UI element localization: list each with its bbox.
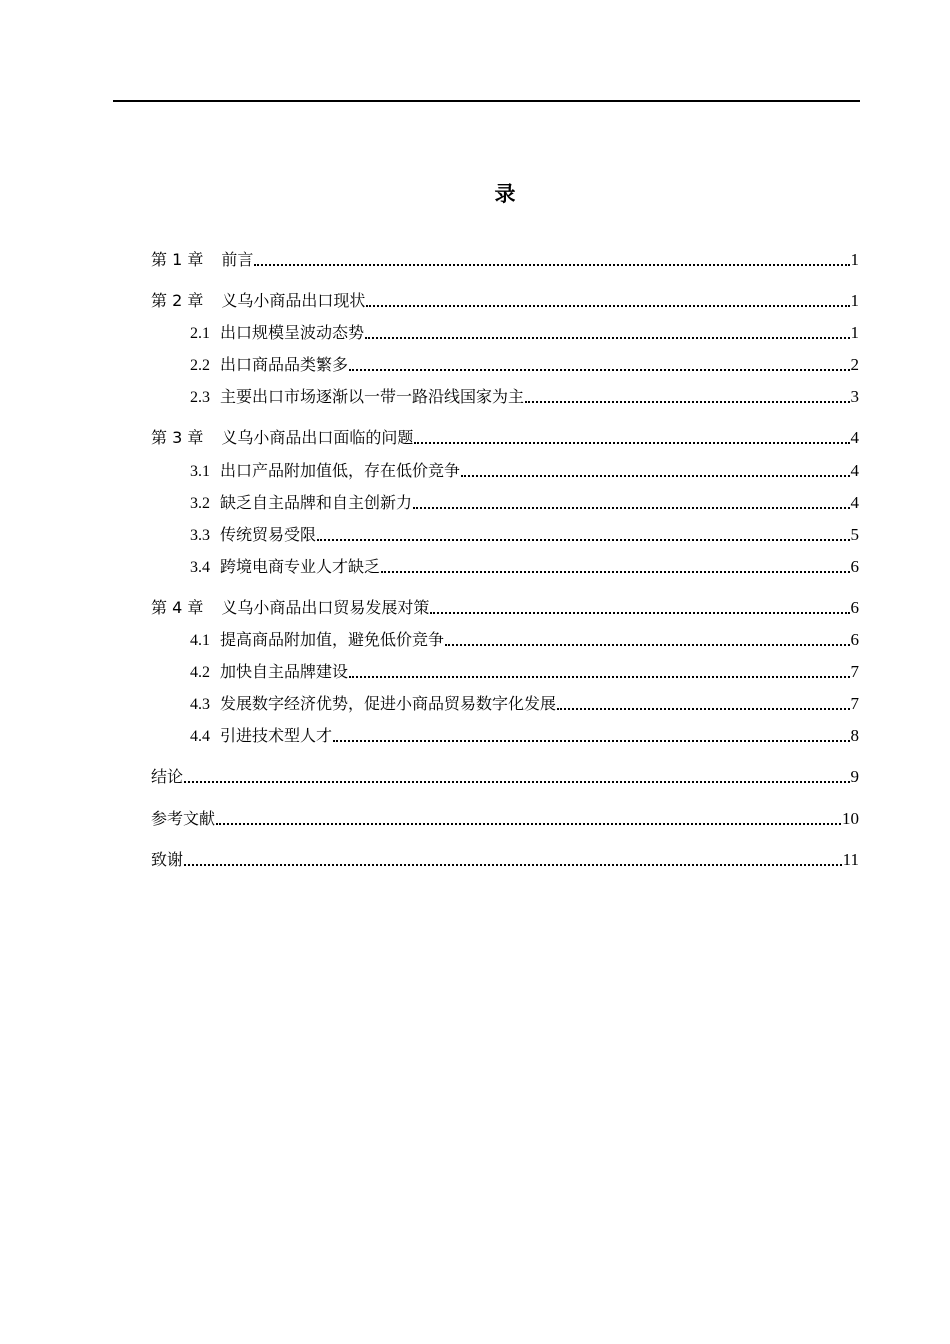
toc-entry-conclusion[interactable]	[151, 766, 859, 788]
toc-entry-page: 5	[850, 525, 859, 544]
toc-entry-page: 9	[850, 767, 859, 786]
toc-entry-label: 3.4	[190, 559, 210, 576]
dot-leader	[317, 524, 849, 546]
dot-leader	[414, 427, 849, 449]
toc-entry-title: 义乌小商品出口面临的问题	[221, 428, 414, 447]
toc-entry-page: 1	[850, 291, 859, 310]
toc-entry-page: 2	[850, 355, 859, 374]
toc-title: 录	[494, 182, 516, 206]
toc-entry-label: 第 4 章	[151, 598, 204, 617]
dot-leader	[525, 386, 849, 408]
toc-entry-page: 1	[850, 250, 859, 269]
toc-entry-page: 4	[850, 461, 859, 480]
toc-entry-page: 3	[850, 387, 859, 406]
toc-entry-page: 10	[842, 809, 859, 828]
toc-entry-section-2-3[interactable]	[190, 386, 859, 408]
toc-entry-title: 引进技术型人才	[220, 726, 333, 745]
dot-leader	[254, 249, 849, 271]
toc-entry-title: 参考文献	[151, 809, 216, 828]
toc-entry-page: 4	[850, 493, 859, 512]
toc-entry-section-3-1[interactable]	[190, 460, 859, 482]
dot-leader	[216, 808, 841, 830]
toc-entry-section-4-2[interactable]	[190, 661, 859, 683]
toc-entry-label: 第 2 章	[151, 291, 204, 310]
header-rule	[113, 100, 860, 102]
toc-entry-section-2-2[interactable]	[190, 354, 859, 376]
toc-entry-title: 出口商品品类繁多	[220, 355, 349, 374]
dot-leader	[413, 492, 849, 514]
toc-entry-title: 提高商品附加值，避免低价竞争	[220, 630, 445, 649]
dot-leader	[333, 725, 849, 747]
dot-leader	[366, 290, 849, 312]
toc-entry-chapter-3[interactable]	[151, 427, 859, 449]
toc-entry-label: 3.3	[190, 527, 210, 544]
toc-entry-label: 3.2	[190, 495, 210, 512]
toc-entry-title: 跨境电商专业人才缺乏	[220, 557, 381, 576]
toc-entry-label: 3.1	[190, 463, 210, 480]
toc-entry-section-3-3[interactable]	[190, 524, 859, 546]
dot-leader	[349, 354, 849, 376]
dot-leader	[430, 597, 849, 619]
toc-entry-page: 11	[842, 850, 859, 869]
toc-entry-references[interactable]	[151, 808, 859, 830]
toc-entry-section-4-4[interactable]	[190, 725, 859, 747]
toc-entry-title: 结论	[151, 767, 184, 786]
toc-entry-label: 4.3	[190, 696, 210, 713]
toc-entry-page: 4	[850, 428, 859, 447]
toc-entry-page: 1	[850, 323, 859, 342]
toc-entry-label: 4.2	[190, 664, 210, 681]
toc-entry-label: 2.3	[190, 389, 210, 406]
toc-entry-chapter-4[interactable]	[151, 597, 859, 619]
toc-entry-title: 加快自主品牌建设	[220, 662, 349, 681]
toc-entry-title: 出口规模呈波动态势	[220, 323, 365, 342]
toc-entry-page: 7	[850, 662, 859, 681]
toc-entry-title: 缺乏自主品牌和自主创新力	[220, 493, 413, 512]
toc-entry-page: 8	[850, 726, 859, 745]
toc-entry-title: 义乌小商品出口现状	[221, 291, 366, 310]
toc-entry-chapter-2[interactable]	[151, 290, 859, 312]
toc-entry-title: 发展数字经济优势，促进小商品贸易数字化发展	[220, 694, 557, 713]
toc-entry-label: 2.2	[190, 357, 210, 374]
toc-entry-label: 第 1 章	[151, 250, 204, 269]
dot-leader	[557, 693, 849, 715]
toc-entry-title: 义乌小商品出口贸易发展对策	[221, 598, 430, 617]
dot-leader	[365, 322, 849, 344]
toc-entry-page: 6	[850, 557, 859, 576]
toc-entry-section-3-4[interactable]	[190, 556, 859, 578]
toc-entry-title: 传统贸易受限	[220, 525, 317, 544]
toc-entry-section-3-2[interactable]	[190, 492, 859, 514]
toc-entry-page: 6	[850, 598, 859, 617]
toc-entry-section-2-1[interactable]	[190, 322, 859, 344]
dot-leader	[381, 556, 849, 578]
dot-leader	[184, 766, 849, 788]
toc-entry-label: 2.1	[190, 325, 210, 342]
dot-leader	[445, 629, 849, 651]
toc-entry-acknowledgements[interactable]	[151, 849, 859, 871]
toc-entry-title: 主要出口市场逐渐以一带一路沿线国家为主	[220, 387, 525, 406]
toc-entry-chapter-1[interactable]	[151, 249, 859, 271]
toc-entry-title: 出口产品附加值低，存在低价竞争	[220, 461, 461, 480]
toc-entry-section-4-1[interactable]	[190, 629, 859, 651]
toc-entry-section-4-3[interactable]	[190, 693, 859, 715]
toc-entry-page: 7	[850, 694, 859, 713]
dot-leader	[349, 661, 849, 683]
toc-entry-page: 6	[850, 630, 859, 649]
toc-entry-label: 4.1	[190, 632, 210, 649]
dot-leader	[184, 849, 842, 871]
toc-entry-label: 4.4	[190, 728, 210, 745]
dot-leader	[461, 460, 849, 482]
toc-entry-title: 致谢	[151, 850, 184, 869]
toc-entry-label: 第 3 章	[151, 428, 204, 447]
toc-entry-title: 前言	[221, 250, 254, 269]
